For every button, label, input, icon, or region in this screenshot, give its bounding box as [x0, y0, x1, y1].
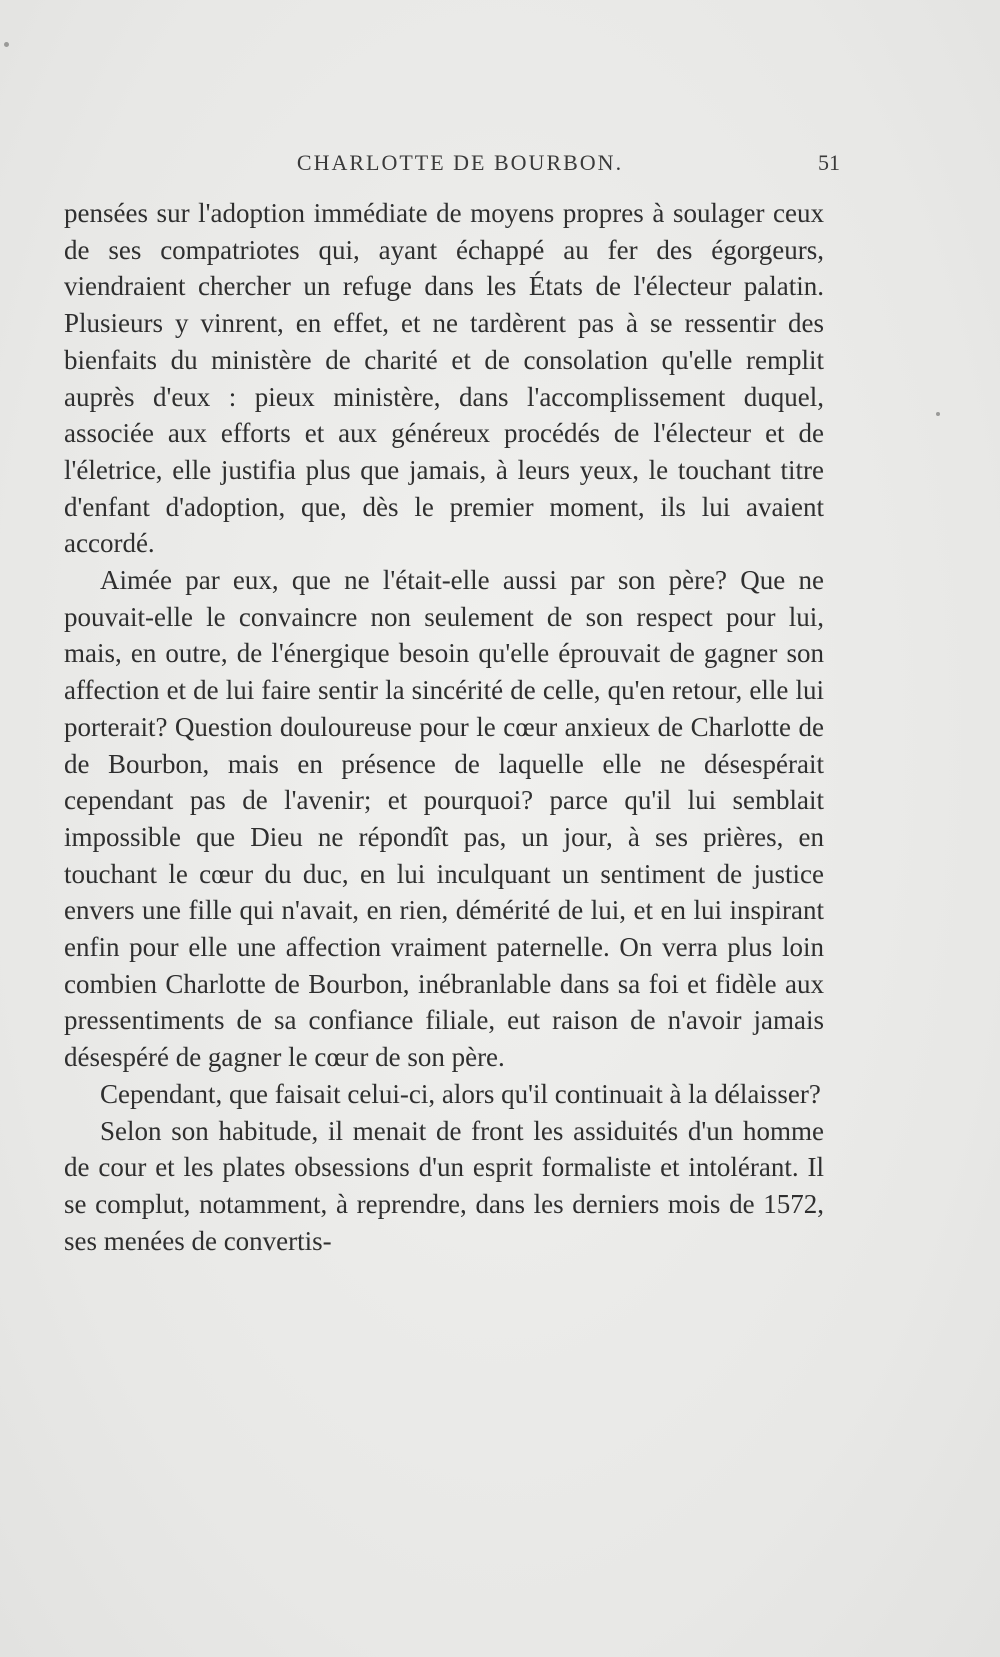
print-speck: [4, 42, 9, 47]
running-title: CHARLOTTE DE BOURBON.: [296, 150, 624, 175]
page-number: 51: [818, 150, 840, 175]
paragraph: Cependant, que faisait celui-ci, alors qu'il continuait à la délaisser?: [100, 1078, 821, 1109]
print-speck: [936, 412, 940, 416]
paragraph: Aimée par eux, que ne l'était-elle aussi par son père? Que ne pouvait-elle le convaincre non seulement de son respect pour lui, mais, en outre, de l'énergique besoin qu'elle éprouvait de gagner son affection et de lui faire sentir la sincérité de celle, qu'en retour, elle lui porterait? Question douloureuse pour le cœur anxieux de Charlotte de de Bourbon, mais en présence de laquelle elle ne désespérait cependant pas de l'avenir; et pourquoi? parce qu'il lui semblait impossible que Dieu ne répondît pas, un jour, à ses prières, en touchant le cœur du duc, en lui inculquant un sentiment de justice envers une fille qui n'avait, en rien, démérité de lui, et en lui inspirant enfin pour elle une affection vraiment paternelle. On verra plus loin combien Charlotte de Bourbon, inébranlable dans sa foi et fidèle aux pressentiments de sa confiance filiale, eut raison de n'avoir jamais désespéré de gagner le cœur de son père.: [64, 565, 824, 1073]
body-text: [64, 195, 824, 1259]
paragraph: pensées sur l'adoption immédiate de moyens propres à soulager ceux de ses compatriotes qui, ayant échappé au fer des égorgeurs, viendraient chercher un refuge dans les États de l'électeur palatin. Plusieurs y vinrent, en effet, et ne tardèrent pas à se ressentir des bienfaits du ministère de charité et de consolation qu'elle remplit auprès d'eux : pieux ministère, dans l'accomplissement duquel, associée aux efforts et aux généreux procédés de l'électeur et de l'életrice, elle justifia plus que jamais, à leurs yeux, le touchant titre d'enfant d'adoption, que, dès le premier moment, ils lui avaient accordé.: [64, 198, 824, 559]
page-header: [80, 150, 840, 180]
paragraph: Selon son habitude, il menait de front les assiduités d'un homme de cour et les plates obsessions d'un esprit formaliste et intolérant. Il se complut, notamment, à reprendre, dans les derniers mois de 1572, ses menées de convertis-: [64, 1115, 824, 1256]
